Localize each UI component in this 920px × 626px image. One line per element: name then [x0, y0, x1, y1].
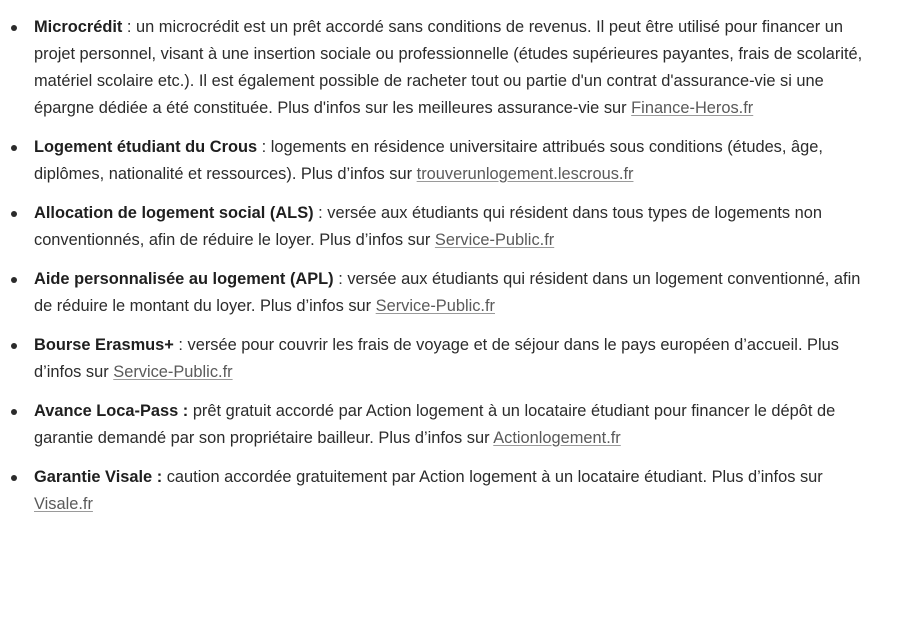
list-item-loca-pass [34, 398, 880, 452]
item-term: Bourse Erasmus+ [34, 336, 174, 354]
visale-link[interactable]: Visale.fr [34, 495, 93, 513]
item-term: Allocation de logement social (ALS) [34, 204, 314, 222]
item-term: Garantie Visale : [34, 468, 163, 486]
item-description: : versée pour couvrir les frais de voyage et de séjour dans le pays européen d’accueil. Plus d’infos sur [34, 336, 839, 381]
finance-heros-link[interactable]: Finance-Heros.fr [631, 99, 754, 117]
item-description: caution accordée gratuitement par Action logement à un locataire étudiant. Plus d’infos sur [162, 468, 823, 486]
item-description: : logements en résidence universitaire attribués sous conditions (études, âge, diplômes, nationalité et ressources). Plus d’infos sur [34, 138, 823, 183]
list-item-microcredit [34, 14, 880, 122]
list-item-als [34, 200, 880, 254]
list-item-crous [34, 134, 880, 188]
service-public-link[interactable]: Service-Public.fr [113, 363, 233, 381]
item-term: Logement étudiant du Crous [34, 138, 258, 156]
list-item-erasmus [34, 332, 880, 386]
service-public-link[interactable]: Service-Public.fr [434, 231, 555, 249]
item-term: Microcrédit [34, 18, 123, 36]
lescrous-link[interactable]: trouverunlogement.lescrous.fr [416, 165, 634, 183]
list-item-apl [34, 266, 880, 320]
item-description: : versée aux étudiants qui résident dans un logement conventionné, afin de réduire le montant du loyer. Plus d’infos sur [34, 270, 861, 315]
list-item-visale [34, 464, 880, 518]
item-description: : versée aux étudiants qui résident dans tous types de logements non conventionnés, afin de réduire le loyer. Plus d’infos sur [34, 204, 823, 249]
service-public-link[interactable]: Service-Public.fr [375, 297, 495, 315]
item-term: Avance Loca-Pass : [34, 402, 189, 420]
item-description: prêt gratuit accordé par Action logement à un locataire étudiant pour financer le dépôt de garantie demandé par son propriétaire bailleur. Plus d’infos sur [34, 402, 836, 447]
item-description: : un microcrédit est un prêt accordé sans conditions de revenus. Il peut être utilisé pour financer un projet personnel, visant à une insertion sociale ou professionnelle (études supérieures payantes, frais de scolarité, matériel scolaire etc.). Il est également possible de racheter tout ou partie d'un contrat d'assurance-vie si une épargne dédiée a été constituée. Plus d'infos sur les meilleures assurance-vie sur [34, 18, 863, 117]
actionlogement-link[interactable]: Actionlogement.fr [493, 429, 621, 447]
item-term: Aide personnalisée au logement (APL) [34, 270, 334, 288]
